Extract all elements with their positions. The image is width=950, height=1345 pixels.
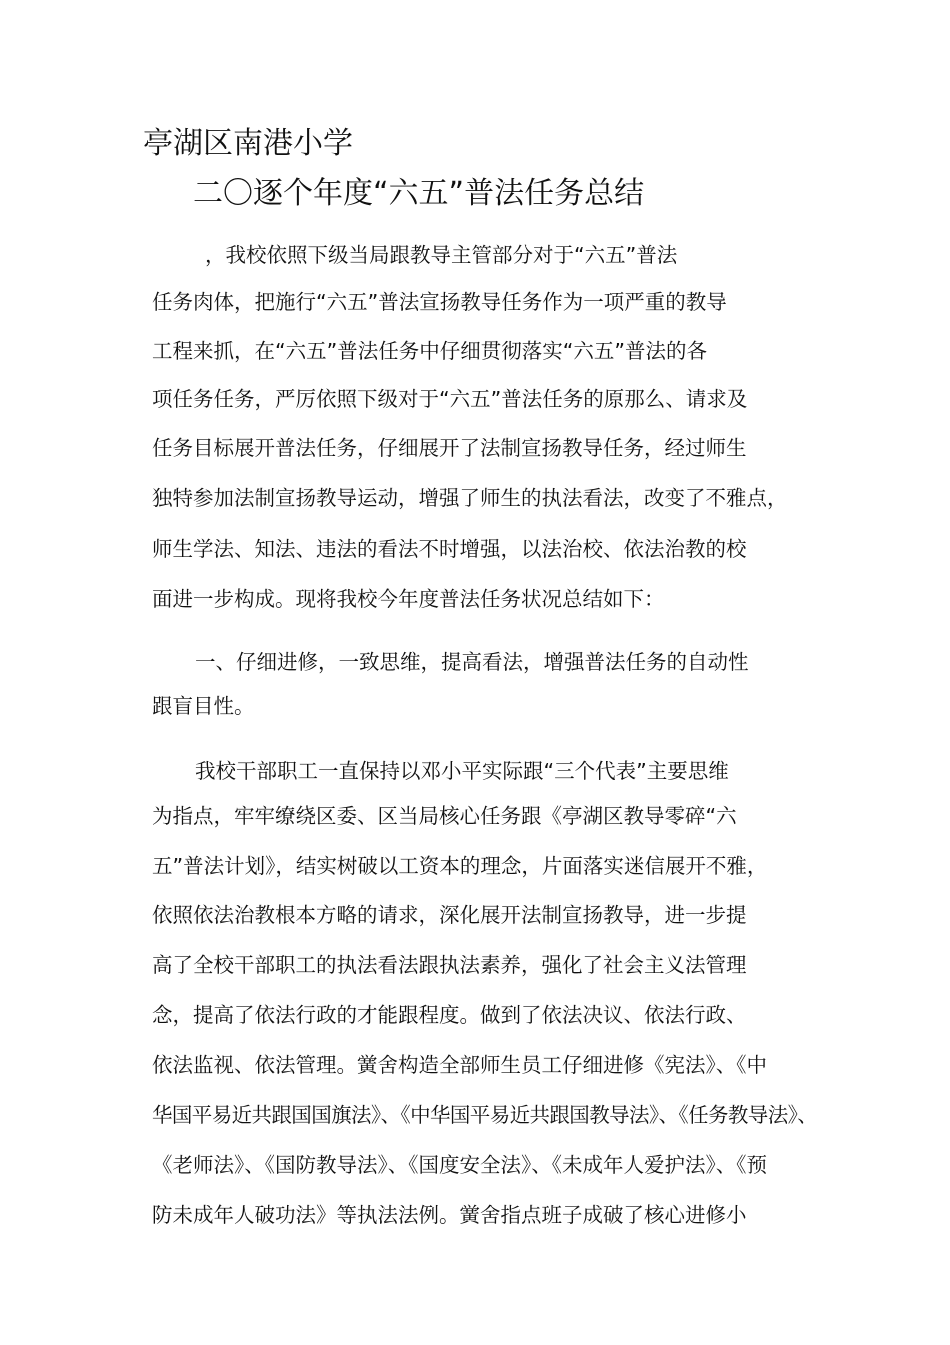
paragraph-line: 任务目标展开普法任务，仔细展开了法制宣扬教导任务，经过师生 (152, 436, 747, 460)
paragraph-line: 高了全校干部职工的执法看法跟执法素养，强化了社会主义法管理 (152, 953, 747, 977)
paragraph-line: 任务肉体，把施行“六五”普法宣扬教导任务作为一项严重的教导 (152, 290, 727, 314)
paragraph-line: 独特参加法制宣扬教导运动，增强了师生的执法看法，改变了不雅点， (152, 486, 788, 510)
paragraph-line: 师生学法、知法、违法的看法不时增强，以法治校、依法治教的校 (152, 537, 747, 561)
paragraph-line: 依法监视、依法管理。黉舍构造全部师生员工仔细进修《宪法》、《中 (152, 1053, 767, 1077)
paragraph-line: 五”普法计划》，结实树破以工资本的理念，片面落实迷信展开不雅， (152, 854, 768, 878)
paragraph-line: 我校干部职工一直保持以邓小平实际跟“三个代表”主要思维 (195, 759, 729, 783)
paragraph-line: 防未成年人破功法》等执法法例。黉舍指点班子成破了核心进修小 (152, 1203, 747, 1227)
section-heading-line: 一、仔细进修，一致思维，提高看法，增强普法任务的自动性 (195, 650, 749, 674)
paragraph-line: 为指点，牢牢缭绕区委、区当局核心任务跟《亭湖区教导零碎“六 (152, 804, 737, 828)
paragraph-line: ，我校依照下级当局跟教导主管部分对于“六五”普法 (205, 243, 678, 267)
paragraph-line: 《老师法》、《国防教导法》、《国度安全法》、《未成年人爱护法》、《预 (152, 1153, 767, 1177)
paragraph-line: 念，提高了依法行政的才能跟程度。做到了依法决议、依法行政、 (152, 1003, 747, 1027)
paragraph-line: 面进一步构成。现将我校今年度普法任务状况总结如下： (152, 587, 665, 611)
school-name-title: 亭湖区南港小学 (143, 126, 353, 161)
paragraph-line: 项任务任务，严厉依照下级对于“六五”普法任务的原那么、请求及 (152, 387, 748, 411)
report-title: 二〇逐个年度“六五”普法任务总结 (193, 176, 645, 211)
paragraph-line: 依照依法治教根本方略的请求，深化展开法制宣扬教导，进一步提 (152, 903, 747, 927)
paragraph-line: 工程来抓，在“六五”普法任务中仔细贯彻落实“六五”普法的各 (152, 339, 707, 363)
section-heading-line: 跟盲目性。 (152, 694, 255, 718)
paragraph-line: 华国平易近共跟国国旗法》、《中华国平易近共跟国教导法》、《任务教导法》、 (152, 1103, 818, 1127)
